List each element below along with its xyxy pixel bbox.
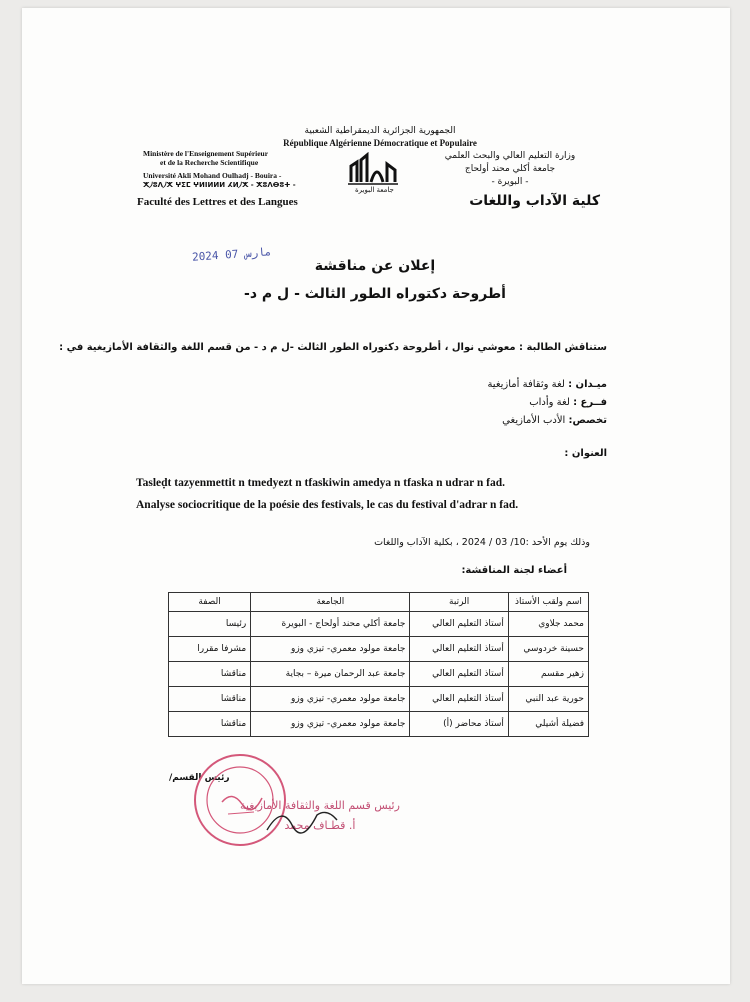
- field-specialty-label: تخصص:: [568, 415, 607, 426]
- field-branch-label: فــرع :: [573, 397, 607, 408]
- cell-role: مناقشا: [169, 712, 251, 737]
- table-row: [169, 637, 589, 662]
- field-domain-value: لغة وثقافة أمازيغية: [487, 379, 565, 390]
- university-fr: Université Akli Mohand Oulhadj - Bouira -: [143, 171, 282, 180]
- intro-text: ستناقش الطالبة : معوشي نوال ، أطروحة دكتوراه الطور الثالث -ل م د - من قسم اللغة والثقافة الأمازيغية في :: [59, 342, 607, 353]
- jury-table: [168, 592, 589, 737]
- republic-arabic: الجمهورية الجزائرية الديمقراطية الشعبية: [304, 126, 456, 136]
- cell-role: مشرفا مقررا: [169, 637, 251, 662]
- cell-rank: أستاذ التعليم العالي: [410, 687, 508, 712]
- ministry-ar-line1: وزارة التعليم العالي والبحث العلمي: [444, 151, 576, 161]
- faculty-arabic: كلية الآداب واللغات: [469, 193, 600, 209]
- cell-rank: أستاذ محاضر (أ): [410, 712, 508, 737]
- cell-name: محمد جلاوي: [508, 612, 588, 637]
- table-row: [169, 687, 589, 712]
- department-head-label: رئيس القسم/: [169, 773, 230, 783]
- jury-heading: أعضاء لجنة المناقشة:: [461, 565, 567, 576]
- table-header-row: [169, 593, 589, 612]
- field-domain: [487, 379, 607, 390]
- field-specialty: [502, 415, 607, 426]
- cell-role: مناقشا: [169, 687, 251, 712]
- cell-name: فضيلة أشيلي: [508, 712, 588, 737]
- table-row: [169, 662, 589, 687]
- ministry-fr-line1: Ministère de l'Enseignement Supérieur: [143, 149, 269, 158]
- handwritten-signature-icon: [262, 800, 342, 840]
- university-ar: جامعة أكلي محند أولحاج: [464, 164, 556, 174]
- cell-university: جامعة مولود معمري- تيزي وزو: [251, 637, 410, 662]
- header-role: الصفة: [169, 593, 251, 612]
- signature-title: رئيس قسم اللغة والثقافة الأمازيغية: [240, 799, 400, 812]
- ministry-fr-line2: et de la Recherche Scientifique: [160, 158, 259, 167]
- address-label: العنوان :: [564, 448, 607, 459]
- cell-rank: أستاذ التعليم العالي: [410, 637, 508, 662]
- thesis-title-kabyle: Tasleḍt tazyenmettit n tmedyezt n tfaskiwin amedya n tfaska n udrar n fad.: [136, 477, 505, 489]
- table-row: [169, 712, 589, 737]
- defense-date: وذلك يوم الأحد :10/ 03 / 2024 ، بكلية الآداب واللغات: [374, 537, 590, 548]
- cell-role: مناقشا: [169, 662, 251, 687]
- thesis-title-french: Analyse sociocritique de la poésie des festivals, le cas du festival d'adrar n fad.: [136, 499, 519, 511]
- table-row: [169, 612, 589, 637]
- field-specialty-value: الأدب الأمازيغي: [502, 415, 566, 426]
- republic-french: République Algérienne Démocratique et Populaire: [283, 138, 477, 148]
- header-rank: الرتبة: [410, 593, 508, 612]
- logo-caption: جامعة البويرة: [355, 186, 394, 194]
- announcement-title: إعلان عن مناقشة: [314, 258, 436, 274]
- cell-name: زهير مقسم: [508, 662, 588, 687]
- date-stamp: 2024 مارس 07: [191, 245, 272, 264]
- cell-university: جامعة عبد الرحمان ميرة – بجاية: [251, 662, 410, 687]
- field-branch-value: لغة وأداب: [529, 397, 570, 408]
- cell-university: جامعة أكلي محند أولحاج - البويرة: [251, 612, 410, 637]
- city-ar: - البويرة -: [491, 177, 529, 187]
- header-university: الجامعة: [251, 593, 410, 612]
- cell-rank: أستاذ التعليم العالي: [410, 662, 508, 687]
- cell-role: رئيسا: [169, 612, 251, 637]
- cell-name: حورية عبد النبي: [508, 687, 588, 712]
- faculty-french: Faculté des Lettres et des Langues: [137, 196, 298, 208]
- cell-university: جامعة مولود معمري- تيزي وزو: [251, 687, 410, 712]
- cell-name: حسينة خردوسي: [508, 637, 588, 662]
- cell-university: جامعة مولود معمري- تيزي وزو: [251, 712, 410, 737]
- field-branch: [529, 397, 607, 408]
- header-name: اسم ولقب الأستاذ: [508, 593, 588, 612]
- university-tifinagh: ⵅ⵰ⵓⴷ⵰ⵅ ⵖⵉⵎ ⵖⵍⵏⵍⵍⵍ ⵃⵍ⵰ⵅ - ⵅⵓⴷⴱⵓⵜ -: [143, 181, 296, 189]
- field-domain-label: ميـدان :: [568, 379, 607, 390]
- thesis-type-title: أطروحة دكتوراه الطور الثالث - ل م د-: [244, 286, 506, 302]
- cell-rank: أستاذ التعليم العالي: [410, 612, 508, 637]
- signature-name: أ. قطـاف محمد: [284, 819, 356, 832]
